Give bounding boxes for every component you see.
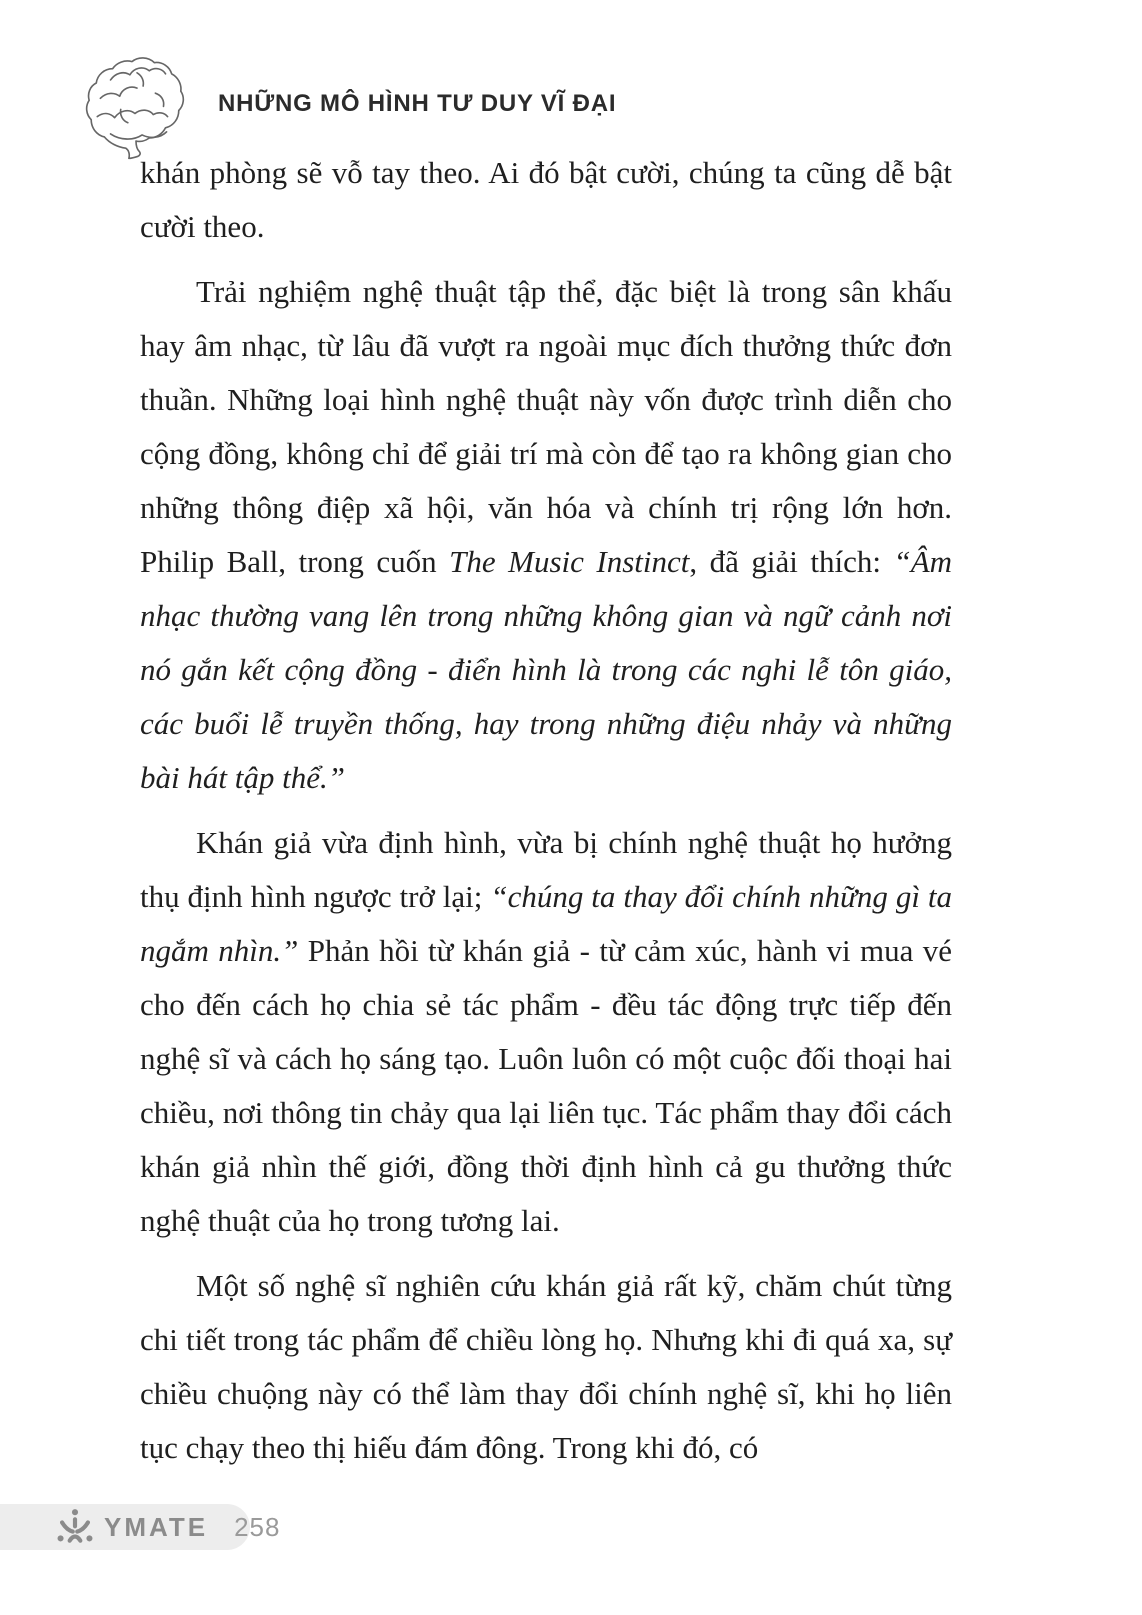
page-number: 258 (234, 1511, 281, 1542)
body-text (140, 146, 952, 1486)
paragraph (140, 146, 952, 254)
paragraph (140, 1259, 952, 1475)
italic-run: The Music Instinct (449, 544, 690, 579)
ymate-logo-icon (56, 1508, 94, 1546)
page-title: NHỮNG MÔ HÌNH TƯ DUY VĨ ĐẠI (218, 90, 617, 117)
text-run: Phản hồi từ khán giả - từ cảm xúc, hành vi mua vé cho đến cách họ chia sẻ tác phẩm - đều tác động trực tiếp đến nghệ sĩ và cách họ sáng tạo. Luôn luôn có một cuộc đối thoại hai chiều, nơi thông tin chảy qua lại liên tục. Tác phẩm thay đổi cách khán giả nhìn thế giới, đồng thời định hình cả gu thưởng thức nghệ thuật của họ trong tương lai. (140, 933, 952, 1238)
italic-run: “chúng ta thay đổi chính những gì ta ngắm nhìn.” (140, 879, 952, 968)
text-run: Khán giả vừa định hình, vừa bị chính nghệ thuật họ hưởng thụ định hình ngược trở lại; (140, 825, 952, 914)
footer (0, 1504, 281, 1550)
paragraph (140, 265, 952, 805)
text-run: , đã giải thích: (689, 544, 894, 579)
text-run: Trải nghiệm nghệ thuật tập thể, đặc biệt là trong sân khấu hay âm nhạc, từ lâu đã vượt ra ngoài mục đích thưởng thức đơn thuần. Những loại hình nghệ thuật này vốn được trình diễn cho cộng đồng, không chỉ để giải trí mà còn để tạo ra không gian cho những thông điệp xã hội, văn hóa và chính trị rộng lớn hơn. Philip Ball, trong cuốn (140, 274, 952, 579)
text-run: Một số nghệ sĩ nghiên cứu khán giả rất kỹ, chăm chút từng chi tiết trong tác phẩm để chiều lòng họ. Nhưng khi đi quá xa, sự chiều chuộng này có thể làm thay đổi chính nghệ sĩ, khi họ liên tục chạy theo thị hiếu đám đông. Trong khi đó, có (140, 1268, 952, 1465)
paragraph (140, 816, 952, 1248)
italic-run: “Âm nhạc thường vang lên trong những không gian và ngữ cảnh nơi nó gắn kết cộng đồng - điển hình là trong các nghi lễ tôn giáo, các buổi lễ truyền thống, hay trong những điệu nhảy và những bài hát tập thể.” (140, 544, 953, 795)
text-run: khán phòng sẽ vỗ tay theo. Ai đó bật cười, chúng ta cũng dễ bật cười theo. (140, 155, 952, 244)
brand-label: YMATE (104, 1511, 209, 1542)
